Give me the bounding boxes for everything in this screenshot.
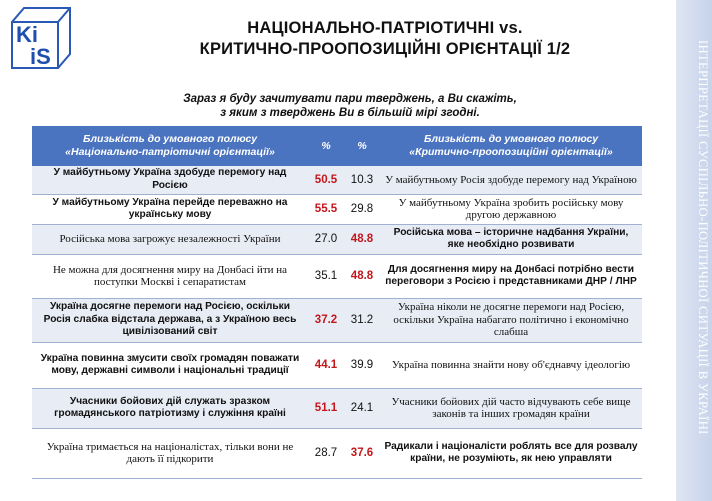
- statement-critical-opposition: Україна ніколи не досягне перемоги над Росією, оскільки Україна набагато політично і економічно слабша: [380, 298, 642, 342]
- table-header-row: [32, 126, 642, 166]
- table-row: [32, 166, 642, 194]
- table-row: [32, 428, 642, 478]
- statement-national-patriotic: Україна тримається на націоналістах, тільки вони не дають її підкорити: [32, 428, 308, 478]
- header-left-pole: Близькість до умовного полюсу «Національно-патріотичні орієнтації»: [32, 126, 308, 166]
- sidebar-caption: ІНТЕРПРЕТАЦІЇ СУСПІЛЬНО-ПОЛІТИЧНОЇ СИТУАЦІЇ В УКРАЇНІ: [696, 40, 710, 435]
- percent-critical-opposition: 10.3: [344, 166, 380, 194]
- logo-text-bottom: iS: [30, 44, 51, 69]
- percent-critical-opposition: 37.6: [344, 428, 380, 478]
- survey-table: [32, 126, 642, 479]
- logo-text-top: Ki: [16, 22, 38, 47]
- statement-critical-opposition: Учасники бойових дій часто відчувають себе вище законів та інших громадян країни: [380, 388, 642, 428]
- header-pct-left: %: [308, 126, 344, 166]
- header-pct-right: %: [344, 126, 380, 166]
- title-line-1: НАЦІОНАЛЬНО-ПАТРІОТИЧНІ vs.: [247, 19, 523, 37]
- percent-critical-opposition: 24.1: [344, 388, 380, 428]
- percent-national-patriotic: 51.1: [308, 388, 344, 428]
- statement-national-patriotic: У майбутньому Україна перейде переважно на українську мову: [32, 194, 308, 224]
- page-title: [150, 18, 620, 60]
- percent-critical-opposition: 48.8: [344, 254, 380, 298]
- statement-critical-opposition: Радикали і націоналісти роблять все для розвалу країни, не розуміють, як нею управляти: [380, 428, 642, 478]
- percent-critical-opposition: 29.8: [344, 194, 380, 224]
- question-text: [150, 92, 550, 120]
- header-right-pole: Близькість до умовного полюсу «Критично-проопозиційні орієнтації»: [380, 126, 642, 166]
- title-line-2: КРИТИЧНО-ПРООПОЗИЦІЙНІ ОРІЄНТАЦІЇ 1/2: [199, 40, 571, 58]
- table-row: [32, 194, 642, 224]
- table-row: [32, 342, 642, 388]
- question-line-1: Зараз я буду зачитувати пари тверджень, а Ви скажіть,: [183, 93, 517, 105]
- statement-critical-opposition: У майбутньому Україна зробить російську мову другою державною: [380, 194, 642, 224]
- statement-critical-opposition: У майбутньому Росія здобуде перемогу над Україною: [380, 166, 642, 194]
- percent-national-patriotic: 27.0: [308, 224, 344, 254]
- table-row: [32, 254, 642, 298]
- statement-national-patriotic: Російська мова загрожує незалежності України: [32, 224, 308, 254]
- percent-critical-opposition: 39.9: [344, 342, 380, 388]
- question-line-2: з яким з тверджень Ви в більшій мірі згодні.: [220, 107, 480, 119]
- statement-national-patriotic: Україна досягне перемоги над Росією, оскільки Росія слабка відстала держава, а з Україною весь цивілізований світ: [32, 298, 308, 342]
- percent-national-patriotic: 44.1: [308, 342, 344, 388]
- sidebar-band: [676, 0, 712, 501]
- statement-critical-opposition: Україна повинна знайти нову об'єднавчу ідеологію: [380, 342, 642, 388]
- statement-national-patriotic: Україна повинна змусити своїх громадян поважати мову, державні символи і національні традиції: [32, 342, 308, 388]
- table-row: [32, 298, 642, 342]
- table-row: [32, 224, 642, 254]
- percent-critical-opposition: 31.2: [344, 298, 380, 342]
- percent-critical-opposition: 48.8: [344, 224, 380, 254]
- statement-critical-opposition: Для досягнення миру на Донбасі потрібно вести переговори з Росією і представниками ДНР / ЛНР: [380, 254, 642, 298]
- table-body: [32, 166, 642, 478]
- percent-national-patriotic: 28.7: [308, 428, 344, 478]
- percent-national-patriotic: 50.5: [308, 166, 344, 194]
- table-row: [32, 388, 642, 428]
- percent-national-patriotic: 55.5: [308, 194, 344, 224]
- percent-national-patriotic: 37.2: [308, 298, 344, 342]
- percent-national-patriotic: 35.1: [308, 254, 344, 298]
- statement-critical-opposition: Російська мова – історичне надбання України, яке необхідно розвивати: [380, 224, 642, 254]
- statement-national-patriotic: У майбутньому Україна здобуде перемогу над Росією: [32, 166, 308, 194]
- kiis-logo: [10, 6, 72, 70]
- statement-national-patriotic: Учасники бойових дій служать зразком громадянського патріотизму і служіння країні: [32, 388, 308, 428]
- statement-national-patriotic: Не можна для досягнення миру на Донбасі йти на поступки Москві і сепаратистам: [32, 254, 308, 298]
